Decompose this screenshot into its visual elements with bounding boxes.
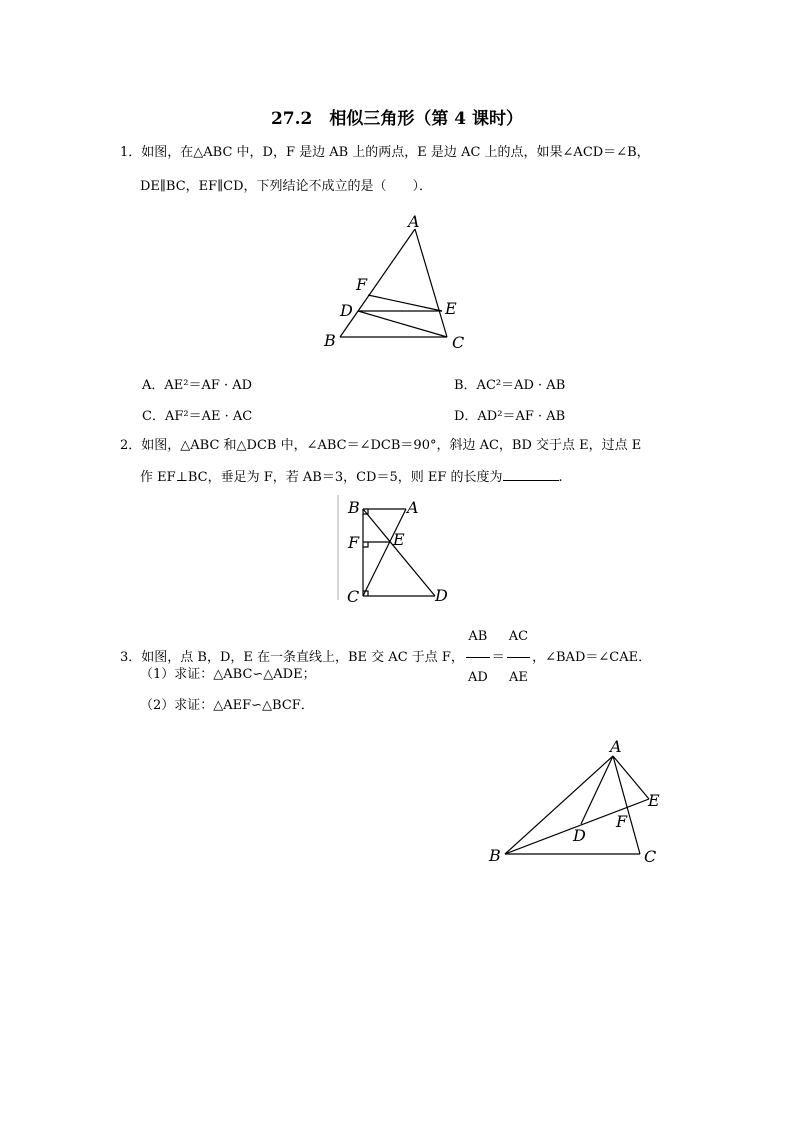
q1-option-a: A．AE²＝AF · AD — [142, 378, 253, 393]
q2-label-E: E — [393, 530, 405, 549]
q2-stem-line1: 2．如图，△ABC 和△DCB 中，∠ABC＝∠DCB＝90°，斜边 AC，BD 交于点 E，过点 E — [120, 438, 642, 453]
q3-sub1: （1）求证：△ABC∽△ADE； — [140, 667, 316, 682]
q3-label-E: E — [648, 791, 660, 810]
q3-label-F: F — [616, 812, 628, 831]
q3-sub2: （2）求证：△AEF∽△BCF． — [140, 698, 314, 713]
q2-stem-line2 — [140, 468, 563, 487]
q3-frac1-numerator: AB — [466, 617, 490, 658]
q3-stem-line1 — [120, 617, 651, 698]
q1-stem-line1: 1．如图，在△ABC 中，D，F 是边 AB 上的两点，E 是边 AC 上的点，如果∠ACD＝∠B， — [120, 145, 650, 160]
q3-label-C: C — [644, 847, 657, 866]
q2-label-D: D — [435, 586, 448, 605]
q1-label-B: B — [324, 331, 336, 350]
q3-label-B: B — [489, 846, 501, 865]
q3-frac2-numerator: AC — [507, 617, 530, 658]
q3-figure — [480, 730, 670, 870]
q2-stem-end: . — [558, 470, 563, 485]
q1-label-C: C — [452, 333, 465, 352]
answer-blank — [503, 468, 559, 481]
q3-stem-post: ，∠BAD＝∠CAE． — [532, 650, 652, 665]
q1-option-c: C．AF²＝AE · AC — [142, 409, 253, 424]
q1-label-A: A — [408, 212, 420, 231]
q3-frac2-denominator: AE — [508, 670, 528, 685]
q2-label-F: F — [348, 533, 360, 552]
q1-option-d: D．AD²＝AF · AB — [454, 409, 566, 424]
q3-label-A: A — [610, 737, 622, 756]
q1-figure — [318, 210, 478, 355]
q3-frac1-denominator: AD — [467, 670, 488, 685]
q1-label-D: D — [340, 301, 353, 320]
q1-stem-line2: DE∥BC，EF∥CD，下列结论不成立的是（ ）． — [140, 179, 433, 194]
q1-label-F: F — [356, 275, 368, 294]
q3-fraction-ac-ae — [507, 617, 530, 698]
q1-label-E: E — [445, 299, 457, 318]
q1-option-b: B．AC²＝AD · AB — [454, 378, 566, 393]
q2-label-C: C — [347, 587, 360, 606]
q3-fraction-ab-ad — [466, 617, 490, 698]
q2-figure — [334, 492, 459, 607]
q2-stem-text: 作 EF⊥BC，垂足为 F，若 AB＝3，CD＝5，则 EF 的长度为 — [140, 470, 503, 485]
q3-equals: ＝ — [491, 650, 505, 665]
q2-label-A: A — [407, 498, 419, 517]
page-title: 27.2 相似三角形（第 4 课时） — [270, 109, 524, 129]
q3-label-D: D — [573, 826, 586, 845]
q2-label-B: B — [348, 498, 360, 517]
q3-stem-pre: 3．如图，点 B，D，E 在一条直线上，BE 交 AC 于点 F， — [120, 650, 464, 665]
